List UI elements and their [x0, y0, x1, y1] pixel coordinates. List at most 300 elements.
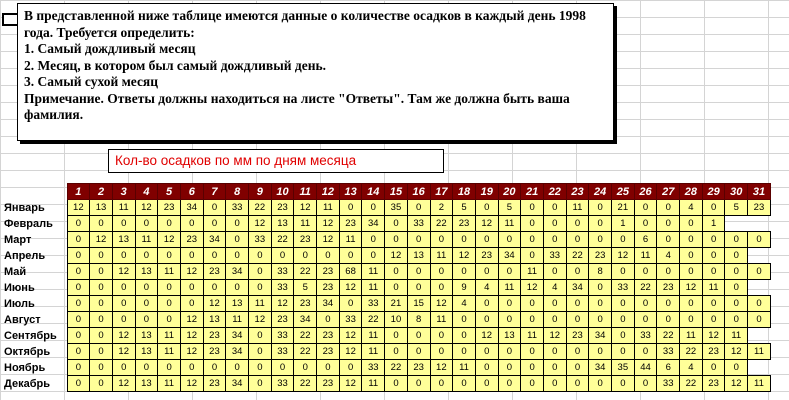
rain-value-cell[interactable]: 23	[294, 296, 317, 312]
day-header-29[interactable]: 29	[702, 184, 725, 200]
rain-value-cell[interactable]: 0	[543, 264, 566, 280]
rain-value-cell[interactable]: 0	[566, 312, 589, 328]
rain-value-cell[interactable]: 0	[589, 232, 612, 248]
rain-value-cell[interactable]: 0	[158, 296, 181, 312]
rain-value-cell[interactable]: 0	[453, 328, 476, 344]
rain-value-cell[interactable]: 0	[702, 264, 725, 280]
rain-value-cell[interactable]: 0	[543, 296, 566, 312]
rain-value-cell[interactable]: 11	[521, 264, 544, 280]
rain-value-cell[interactable]: 34	[226, 376, 249, 392]
day-header-25[interactable]: 25	[612, 184, 635, 200]
day-header-28[interactable]: 28	[680, 184, 703, 200]
rain-value-cell[interactable]: 0	[475, 376, 498, 392]
rain-value-cell[interactable]: 0	[226, 280, 249, 296]
rain-value-cell[interactable]: 23	[702, 376, 725, 392]
rain-value-cell[interactable]: 0	[112, 296, 135, 312]
rain-value-cell[interactable]: 44	[634, 360, 657, 376]
rain-value-cell[interactable]: 11	[226, 312, 249, 328]
rain-value-cell[interactable]: 11	[339, 232, 362, 248]
rain-value-cell[interactable]: 0	[702, 296, 725, 312]
rain-value-cell[interactable]: 0	[180, 216, 203, 232]
rain-value-cell[interactable]: 11	[112, 200, 135, 216]
rain-value-cell[interactable]: 11	[158, 264, 181, 280]
rain-value-cell[interactable]: 0	[725, 360, 748, 376]
empty-cell[interactable]	[725, 216, 748, 232]
rain-value-cell[interactable]: 0	[407, 232, 430, 248]
rain-value-cell[interactable]: 0	[475, 360, 498, 376]
rain-value-cell[interactable]: 0	[407, 280, 430, 296]
rain-value-cell[interactable]: 4	[543, 280, 566, 296]
rain-value-cell[interactable]: 0	[680, 264, 703, 280]
rain-value-cell[interactable]: 12	[475, 216, 498, 232]
rain-value-cell[interactable]: 0	[566, 232, 589, 248]
rain-value-cell[interactable]: 5	[725, 200, 748, 216]
rain-value-cell[interactable]: 23	[566, 328, 589, 344]
rain-value-cell[interactable]: 8	[407, 312, 430, 328]
rain-value-cell[interactable]: 0	[702, 200, 725, 216]
month-label[interactable]: Апрель	[4, 249, 46, 262]
rain-value-cell[interactable]: 23	[339, 216, 362, 232]
rain-value-cell[interactable]: 34	[180, 200, 203, 216]
rain-value-cell[interactable]: 0	[90, 328, 113, 344]
rain-value-cell[interactable]: 0	[67, 312, 90, 328]
month-label[interactable]: Июль	[4, 297, 35, 310]
rain-value-cell[interactable]: 0	[90, 264, 113, 280]
rain-value-cell[interactable]: 0	[317, 312, 340, 328]
rain-value-cell[interactable]: 11	[498, 216, 521, 232]
month-label[interactable]: Сентябрь	[4, 329, 57, 342]
rain-value-cell[interactable]: 0	[521, 232, 544, 248]
rain-value-cell[interactable]: 23	[158, 200, 181, 216]
rain-value-cell[interactable]: 11	[158, 344, 181, 360]
rain-value-cell[interactable]: 0	[407, 376, 430, 392]
rain-value-cell[interactable]: 23	[294, 232, 317, 248]
rain-value-cell[interactable]: 0	[226, 216, 249, 232]
rain-value-cell[interactable]: 12	[180, 328, 203, 344]
rain-value-cell[interactable]: 0	[90, 216, 113, 232]
rain-value-cell[interactable]: 0	[748, 296, 771, 312]
rain-value-cell[interactable]: 0	[634, 296, 657, 312]
rain-value-cell[interactable]: 0	[498, 232, 521, 248]
rain-value-cell[interactable]: 0	[612, 264, 635, 280]
rain-value-cell[interactable]: 0	[612, 344, 635, 360]
rain-value-cell[interactable]: 22	[294, 376, 317, 392]
rain-value-cell[interactable]: 0	[407, 264, 430, 280]
rain-value-cell[interactable]: 23	[589, 248, 612, 264]
rain-value-cell[interactable]: 0	[339, 360, 362, 376]
rain-value-cell[interactable]: 0	[498, 344, 521, 360]
rain-value-cell[interactable]: 22	[657, 328, 680, 344]
rain-value-cell[interactable]: 0	[226, 232, 249, 248]
rain-value-cell[interactable]: 0	[453, 232, 476, 248]
rain-value-cell[interactable]: 0	[407, 328, 430, 344]
rain-value-cell[interactable]: 0	[748, 232, 771, 248]
rain-value-cell[interactable]: 0	[90, 376, 113, 392]
rain-value-cell[interactable]: 0	[203, 360, 226, 376]
rain-value-cell[interactable]: 33	[271, 264, 294, 280]
rain-value-cell[interactable]: 12	[112, 264, 135, 280]
rain-value-cell[interactable]: 0	[249, 248, 272, 264]
rain-value-cell[interactable]: 5	[294, 280, 317, 296]
rain-value-cell[interactable]: 0	[725, 248, 748, 264]
rain-value-cell[interactable]: 11	[158, 376, 181, 392]
rain-value-cell[interactable]: 22	[249, 200, 272, 216]
rain-value-cell[interactable]: 1	[612, 216, 635, 232]
rain-value-cell[interactable]: 0	[135, 280, 158, 296]
rain-value-cell[interactable]: 0	[498, 296, 521, 312]
rain-value-cell[interactable]: 0	[135, 216, 158, 232]
rain-value-cell[interactable]: 23	[317, 280, 340, 296]
rain-value-cell[interactable]: 0	[339, 296, 362, 312]
rain-value-cell[interactable]: 0	[612, 232, 635, 248]
rain-value-cell[interactable]: 4	[680, 360, 703, 376]
day-header-22[interactable]: 22	[543, 184, 566, 200]
rain-value-cell[interactable]: 34	[589, 328, 612, 344]
rain-value-cell[interactable]: 0	[725, 232, 748, 248]
rain-value-cell[interactable]: 0	[612, 376, 635, 392]
rain-value-cell[interactable]: 11	[135, 232, 158, 248]
rain-value-cell[interactable]: 0	[521, 216, 544, 232]
rain-value-cell[interactable]: 0	[521, 248, 544, 264]
rain-value-cell[interactable]: 11	[702, 280, 725, 296]
rain-value-cell[interactable]: 12	[180, 344, 203, 360]
rain-value-cell[interactable]: 12	[475, 328, 498, 344]
rain-value-cell[interactable]: 0	[249, 344, 272, 360]
rain-value-cell[interactable]: 12	[271, 296, 294, 312]
rain-value-cell[interactable]: 0	[634, 264, 657, 280]
rain-value-cell[interactable]: 0	[226, 248, 249, 264]
rain-value-cell[interactable]: 0	[612, 296, 635, 312]
rain-value-cell[interactable]: 12	[180, 376, 203, 392]
rain-value-cell[interactable]: 0	[498, 376, 521, 392]
rain-value-cell[interactable]: 33	[362, 296, 385, 312]
rain-value-cell[interactable]: 12	[112, 328, 135, 344]
rain-value-cell[interactable]: 0	[612, 312, 635, 328]
rain-value-cell[interactable]: 23	[702, 344, 725, 360]
rain-value-cell[interactable]: 6	[657, 360, 680, 376]
rain-value-cell[interactable]: 12	[67, 200, 90, 216]
rain-value-cell[interactable]: 33	[657, 344, 680, 360]
rain-value-cell[interactable]: 0	[657, 264, 680, 280]
month-label[interactable]: Октябрь	[4, 345, 51, 358]
day-header-1[interactable]: 1	[67, 184, 90, 200]
rain-value-cell[interactable]: 11	[498, 280, 521, 296]
rain-value-cell[interactable]: 0	[385, 280, 408, 296]
rain-value-cell[interactable]: 0	[67, 232, 90, 248]
rain-value-cell[interactable]: 12	[702, 328, 725, 344]
rain-value-cell[interactable]: 0	[680, 312, 703, 328]
rain-value-cell[interactable]: 0	[90, 280, 113, 296]
rain-value-cell[interactable]: 0	[180, 296, 203, 312]
rain-value-cell[interactable]: 0	[702, 312, 725, 328]
rain-value-cell[interactable]: 12	[680, 280, 703, 296]
rain-value-cell[interactable]: 0	[543, 312, 566, 328]
rain-value-cell[interactable]: 15	[407, 296, 430, 312]
rain-value-cell[interactable]: 0	[158, 248, 181, 264]
rain-value-cell[interactable]: 12	[294, 200, 317, 216]
rain-value-cell[interactable]: 0	[317, 248, 340, 264]
rain-value-cell[interactable]: 0	[112, 216, 135, 232]
rain-value-cell[interactable]: 23	[317, 264, 340, 280]
rain-value-cell[interactable]: 0	[67, 344, 90, 360]
rain-value-cell[interactable]: 0	[203, 280, 226, 296]
rain-value-cell[interactable]: 12	[180, 264, 203, 280]
day-header-3[interactable]: 3	[112, 184, 135, 200]
day-header-15[interactable]: 15	[385, 184, 408, 200]
rain-value-cell[interactable]: 33	[249, 232, 272, 248]
rain-value-cell[interactable]: 11	[725, 328, 748, 344]
day-header-7[interactable]: 7	[203, 184, 226, 200]
day-header-17[interactable]: 17	[430, 184, 453, 200]
rain-value-cell[interactable]: 33	[362, 360, 385, 376]
rain-value-cell[interactable]: 33	[271, 280, 294, 296]
day-header-12[interactable]: 12	[317, 184, 340, 200]
rain-value-cell[interactable]: 23	[453, 216, 476, 232]
rain-value-cell[interactable]: 13	[112, 232, 135, 248]
day-header-2[interactable]: 2	[90, 184, 113, 200]
rain-value-cell[interactable]: 0	[407, 200, 430, 216]
rain-value-cell[interactable]: 0	[702, 248, 725, 264]
rain-value-cell[interactable]: 13	[135, 328, 158, 344]
rain-value-cell[interactable]: 33	[407, 216, 430, 232]
rain-value-cell[interactable]: 12	[543, 328, 566, 344]
rain-value-cell[interactable]: 34	[566, 280, 589, 296]
rain-value-cell[interactable]: 0	[90, 248, 113, 264]
rain-value-cell[interactable]: 0	[475, 296, 498, 312]
rain-value-cell[interactable]: 0	[158, 360, 181, 376]
rain-value-cell[interactable]: 33	[543, 248, 566, 264]
rain-value-cell[interactable]: 11	[748, 344, 771, 360]
day-header-23[interactable]: 23	[566, 184, 589, 200]
rain-value-cell[interactable]: 0	[67, 376, 90, 392]
rain-value-cell[interactable]: 11	[634, 248, 657, 264]
rain-value-cell[interactable]: 0	[430, 232, 453, 248]
rain-value-cell[interactable]: 0	[702, 232, 725, 248]
rain-value-cell[interactable]: 0	[680, 296, 703, 312]
rain-value-cell[interactable]: 23	[180, 232, 203, 248]
rain-value-cell[interactable]: 13	[135, 376, 158, 392]
rain-value-cell[interactable]: 11	[521, 328, 544, 344]
rain-value-cell[interactable]: 34	[498, 248, 521, 264]
rain-value-cell[interactable]: 0	[385, 232, 408, 248]
rain-value-cell[interactable]: 0	[67, 264, 90, 280]
rain-value-cell[interactable]: 23	[203, 264, 226, 280]
rain-value-cell[interactable]: 33	[226, 200, 249, 216]
rain-value-cell[interactable]: 0	[249, 328, 272, 344]
rain-value-cell[interactable]: 0	[430, 328, 453, 344]
month-label[interactable]: Январь	[4, 201, 45, 214]
rain-value-cell[interactable]: 12	[90, 232, 113, 248]
rain-value-cell[interactable]: 0	[385, 216, 408, 232]
rain-value-cell[interactable]: 0	[543, 344, 566, 360]
rain-value-cell[interactable]: 23	[271, 200, 294, 216]
day-header-4[interactable]: 4	[135, 184, 158, 200]
rain-value-cell[interactable]: 0	[271, 360, 294, 376]
rain-value-cell[interactable]: 0	[725, 312, 748, 328]
rain-value-cell[interactable]: 22	[294, 264, 317, 280]
day-header-13[interactable]: 13	[339, 184, 362, 200]
rain-value-cell[interactable]: 12	[135, 200, 158, 216]
rain-value-cell[interactable]: 23	[748, 200, 771, 216]
day-header-31[interactable]: 31	[748, 184, 771, 200]
rain-value-cell[interactable]: 34	[203, 232, 226, 248]
rain-value-cell[interactable]: 0	[589, 200, 612, 216]
rain-value-cell[interactable]: 34	[226, 344, 249, 360]
rain-value-cell[interactable]: 12	[725, 344, 748, 360]
rain-value-cell[interactable]: 11	[249, 296, 272, 312]
rain-value-cell[interactable]: 0	[362, 248, 385, 264]
rain-value-cell[interactable]: 0	[453, 376, 476, 392]
rain-value-cell[interactable]: 11	[430, 248, 453, 264]
rain-value-cell[interactable]: 0	[90, 344, 113, 360]
rain-value-cell[interactable]: 0	[475, 344, 498, 360]
rain-value-cell[interactable]: 23	[317, 376, 340, 392]
rain-value-cell[interactable]: 0	[725, 264, 748, 280]
rain-value-cell[interactable]: 0	[407, 344, 430, 360]
day-header-27[interactable]: 27	[657, 184, 680, 200]
rain-value-cell[interactable]: 0	[521, 296, 544, 312]
rain-value-cell[interactable]: 12	[725, 376, 748, 392]
month-label[interactable]: Ноябрь	[4, 361, 46, 374]
rain-value-cell[interactable]: 0	[589, 344, 612, 360]
empty-cell[interactable]	[748, 360, 771, 376]
rain-value-cell[interactable]: 12	[430, 296, 453, 312]
rain-value-cell[interactable]: 21	[612, 200, 635, 216]
rain-value-cell[interactable]: 13	[90, 200, 113, 216]
rain-value-cell[interactable]: 4	[475, 280, 498, 296]
rain-value-cell[interactable]: 23	[203, 344, 226, 360]
rain-value-cell[interactable]: 12	[339, 344, 362, 360]
rain-value-cell[interactable]: 33	[271, 328, 294, 344]
month-label[interactable]: Июнь	[4, 281, 35, 294]
rain-value-cell[interactable]: 5	[498, 200, 521, 216]
rain-value-cell[interactable]: 0	[430, 264, 453, 280]
rain-value-cell[interactable]: 0	[90, 296, 113, 312]
empty-cell[interactable]	[748, 216, 771, 232]
rain-value-cell[interactable]: 0	[543, 232, 566, 248]
rain-value-cell[interactable]: 34	[226, 328, 249, 344]
rain-value-cell[interactable]: 0	[657, 232, 680, 248]
day-header-10[interactable]: 10	[271, 184, 294, 200]
rain-value-cell[interactable]: 0	[521, 376, 544, 392]
rain-value-cell[interactable]: 0	[430, 344, 453, 360]
rain-value-cell[interactable]: 12	[521, 280, 544, 296]
rain-value-cell[interactable]: 4	[453, 296, 476, 312]
rain-value-cell[interactable]: 0	[634, 312, 657, 328]
rain-value-cell[interactable]: 12	[453, 248, 476, 264]
rain-value-cell[interactable]: 6	[634, 232, 657, 248]
rain-value-cell[interactable]: 11	[362, 376, 385, 392]
rain-value-cell[interactable]: 0	[271, 248, 294, 264]
rain-value-cell[interactable]: 0	[203, 216, 226, 232]
rain-value-cell[interactable]: 11	[317, 200, 340, 216]
rain-value-cell[interactable]: 0	[249, 376, 272, 392]
rain-value-cell[interactable]: 0	[112, 360, 135, 376]
rain-value-cell[interactable]: 0	[634, 344, 657, 360]
rain-value-cell[interactable]: 0	[294, 248, 317, 264]
rain-value-cell[interactable]: 12	[180, 312, 203, 328]
rain-value-cell[interactable]: 33	[612, 280, 635, 296]
rain-value-cell[interactable]: 0	[589, 216, 612, 232]
rain-value-cell[interactable]: 12	[158, 232, 181, 248]
rain-value-cell[interactable]: 0	[566, 376, 589, 392]
rain-value-cell[interactable]: 35	[612, 360, 635, 376]
rain-value-cell[interactable]: 34	[226, 264, 249, 280]
day-header-5[interactable]: 5	[158, 184, 181, 200]
rain-value-cell[interactable]: 0	[475, 232, 498, 248]
day-header-19[interactable]: 19	[475, 184, 498, 200]
rain-value-cell[interactable]: 5	[453, 200, 476, 216]
month-label[interactable]: Март	[4, 233, 32, 246]
rain-value-cell[interactable]: 4	[657, 248, 680, 264]
rain-value-cell[interactable]: 11	[566, 200, 589, 216]
rain-value-cell[interactable]: 0	[385, 264, 408, 280]
rain-value-cell[interactable]: 22	[385, 360, 408, 376]
rain-value-cell[interactable]: 0	[543, 360, 566, 376]
empty-cell[interactable]	[748, 280, 771, 296]
rain-value-cell[interactable]: 33	[271, 344, 294, 360]
rain-value-cell[interactable]: 13	[135, 264, 158, 280]
rain-value-cell[interactable]: 0	[725, 296, 748, 312]
rain-value-cell[interactable]: 0	[385, 376, 408, 392]
rain-value-cell[interactable]: 22	[680, 344, 703, 360]
rain-value-cell[interactable]: 0	[226, 360, 249, 376]
month-label[interactable]: Декабрь	[4, 377, 50, 390]
rain-value-cell[interactable]: 0	[566, 216, 589, 232]
rain-value-cell[interactable]: 0	[475, 312, 498, 328]
rain-value-cell[interactable]: 0	[203, 248, 226, 264]
rain-value-cell[interactable]: 0	[521, 200, 544, 216]
rain-value-cell[interactable]: 0	[249, 360, 272, 376]
rain-value-cell[interactable]: 0	[521, 360, 544, 376]
day-header-8[interactable]: 8	[226, 184, 249, 200]
rain-value-cell[interactable]: 13	[407, 248, 430, 264]
rain-value-cell[interactable]: 0	[543, 216, 566, 232]
rain-value-cell[interactable]: 0	[589, 296, 612, 312]
rain-value-cell[interactable]: 0	[180, 360, 203, 376]
day-header-16[interactable]: 16	[407, 184, 430, 200]
rain-value-cell[interactable]: 22	[680, 376, 703, 392]
rain-value-cell[interactable]: 12	[112, 344, 135, 360]
rain-value-cell[interactable]: 12	[249, 312, 272, 328]
rain-value-cell[interactable]: 22	[271, 232, 294, 248]
rain-value-cell[interactable]: 0	[521, 344, 544, 360]
rain-value-cell[interactable]: 0	[634, 216, 657, 232]
rain-value-cell[interactable]: 9	[453, 280, 476, 296]
rain-value-cell[interactable]: 0	[566, 344, 589, 360]
rain-value-cell[interactable]: 23	[203, 376, 226, 392]
rain-value-cell[interactable]: 10	[385, 312, 408, 328]
rain-value-cell[interactable]: 12	[317, 232, 340, 248]
rain-value-cell[interactable]: 33	[634, 328, 657, 344]
rain-value-cell[interactable]: 4	[680, 200, 703, 216]
rain-value-cell[interactable]: 0	[498, 360, 521, 376]
rain-value-cell[interactable]: 33	[271, 376, 294, 392]
rain-value-cell[interactable]: 0	[180, 280, 203, 296]
day-header-6[interactable]: 6	[180, 184, 203, 200]
rain-value-cell[interactable]: 8	[589, 264, 612, 280]
rain-value-cell[interactable]: 0	[566, 360, 589, 376]
rain-value-cell[interactable]: 11	[362, 280, 385, 296]
rain-value-cell[interactable]: 12	[430, 360, 453, 376]
rain-value-cell[interactable]: 12	[249, 216, 272, 232]
rain-value-cell[interactable]: 0	[158, 280, 181, 296]
rain-value-cell[interactable]: 0	[317, 360, 340, 376]
empty-cell[interactable]	[748, 248, 771, 264]
rain-value-cell[interactable]: 11	[680, 328, 703, 344]
day-header-18[interactable]: 18	[453, 184, 476, 200]
rain-value-cell[interactable]: 23	[271, 312, 294, 328]
